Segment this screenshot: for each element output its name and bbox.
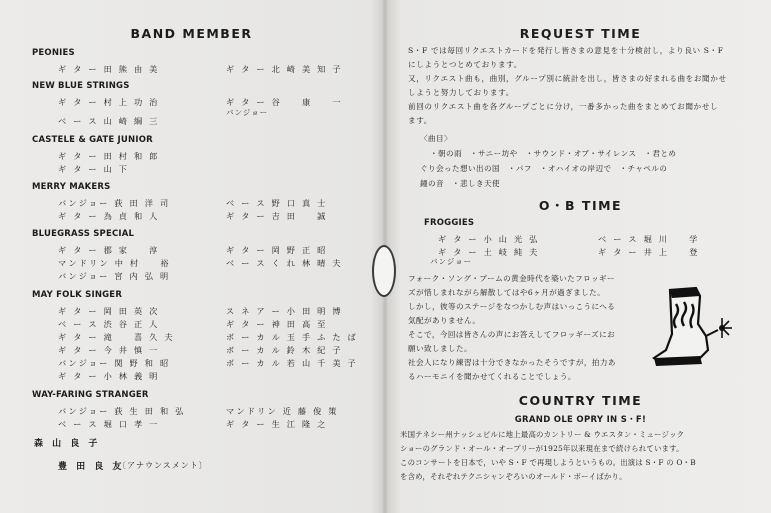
member-row: ギ タ ー 田 村 和 郎 [58,151,160,161]
member-row: ギ タ ー 生 江 隆 之 [226,419,328,429]
left-page [0,0,383,513]
member-row: ベ ー ス く れ 林 晴 夫 [226,258,343,268]
member-row: ギ タ ー 田 熊 由 美 [58,64,160,74]
announcer-name: 豊 田 良 友 [58,462,125,472]
member-row: ギ タ ー 谷 康 一 [226,97,343,107]
member-row: ギ タ ー 山 下 [58,164,130,174]
request-line: ます。 [408,116,432,125]
country-text [400,428,765,484]
member-row: ギ タ ー 吉 田 誠 [226,211,328,221]
solo-performer: 森 山 良 子 [34,439,101,449]
request-line: S・F では毎回リクエストカードを発行し皆さまの意見を十分検討し，より良い S・F [408,46,724,55]
cowboy-boot-icon [648,284,738,370]
request-line: 又，リクエスト曲も，曲別，グループ別に統計を出し，皆さまの好まれる曲をお聞かせ [408,74,727,83]
member-sub-role: バンジョー [430,257,473,266]
band-name-bluegrass-special: BLUEGRASS SPECIAL [32,229,135,239]
member-row: ボ ー カ ル 玉 手 ふ た ば [226,332,358,342]
member-row: ボ ー カ ル 鈴 木 紀 子 [226,345,343,355]
member-row: ギ タ ー 井 上 登 [598,247,700,257]
ob-line: ズが惜しまれながら解散してはや6ヶ月が過ぎました。 [408,288,606,297]
announcer-role: 〔アナウンスメント〕 [118,461,208,470]
member-row: ギ タ ー 為 貞 和 人 [58,211,160,221]
band-name-peonies: PEONIES [32,48,75,58]
member-row: ギ タ ー 神 田 高 至 [226,319,328,329]
request-text [408,44,727,128]
ob-line: そこで，今回は皆さんの声にお答えしてフロッギーズにお [408,330,616,339]
country-subtitle: GRAND OLE OPRY IN S・F! [514,415,647,425]
ob-line: るハーモニイを聞かせてくれることでしょう。 [408,372,576,381]
country-line: ショーのグランド・オール・オープリーが1925年以来現在まで続けられています。 [400,444,684,453]
ob-line: フォーク・ソング・ブームの黄金時代を築いたフロッギー [408,274,615,283]
member-row: ギ タ ー 岡 田 英 次 [58,306,160,316]
song-line: 鐘の音 ・悲しき天使 [420,179,500,188]
member-row: ベ ー ス 野 口 真 士 [226,198,328,208]
member-row: ギ タ ー 土 岐 純 夫 [438,247,540,257]
member-row: ギ タ ー 小 林 義 明 [58,371,160,381]
request-time-title: REQUEST TIME [519,26,642,41]
band-name-merry-makers: MERRY MAKERS [32,182,111,192]
country-time-title: COUNTRY TIME [518,393,643,408]
ob-time-title: O・B TIME [538,198,623,213]
band-name-way-faring-stranger: WAY-FARING STRANGER [32,390,149,400]
member-row: ギ タ ー 村 上 功 治 [58,97,160,107]
songs-label: 〈曲目〉 [420,134,452,143]
member-row: ギ タ ー 今 井 慎 一 [58,345,160,355]
member-row: マンドリン 中 村 裕 [58,258,171,268]
member-row: バンジョー 関 野 和 昭 [58,358,171,368]
country-line: を含め，それぞれテクニシャンぞろいのオールド・ボーイばかり。 [400,472,627,481]
member-row: ベ ー ス 堀 口 孝 一 [58,419,160,429]
member-row: ギ タ ー 小 山 光 弘 [438,234,540,244]
member-row: マンドリン 近 藤 俊 策 [226,406,339,416]
member-row: ギ タ ー 北 崎 美 知 子 [226,64,343,74]
member-sub-role: バンジョー [226,108,269,117]
song-line: ぐり会った想い出の国 ・パフ ・オハイオの岸辺で ・チャペルの [420,164,668,173]
band-name-new-blue-strings: NEW BLUE STRINGS [32,81,130,91]
ob-line: 願い致しました。 [408,344,472,353]
member-row: バンジョー 荻 田 洋 司 [58,198,171,208]
request-line: 前回のリクエスト曲を各グループごとに分け，一番多かった曲をまとめてお聞かせし [408,102,719,111]
ob-text [408,272,648,384]
right-page [390,0,771,513]
country-line: 米国テネシー州ナッシュビルに地上最高のカントリー & ウエスタン・ミュージック [400,430,685,439]
member-row: バンジョー 荻 生 田 和 弘 [58,406,186,416]
ob-line: 社会人になり練習は十分できなかったそうですが，拍力あ [408,358,616,367]
request-line: しようと努力しております。 [408,88,514,97]
band-name-may-folk-singer: MAY FOLK SINGER [32,290,123,300]
member-row: ベ ー ス 山 崎 綱 三 [58,116,160,126]
member-row: ギ タ ー 郡 家 淳 [58,245,160,255]
member-row: ギ タ ー 滝 喜 久 夫 [58,332,175,342]
ob-line: しかし，彼等のステージをなつかしむ声はいっこうにへる [408,302,616,311]
member-row: バンジョー 宮 内 弘 明 [58,271,171,281]
song-list [412,131,752,191]
band-member-title: BAND MEMBER [130,26,253,41]
band-name-froggies: FROGGIES [424,218,475,228]
request-line: にしようとつとめております。 [408,60,522,69]
member-row: ス ネ ア ー 小 田 明 博 [226,306,343,316]
band-name-castele-gate-junior: CASTELE & GATE JUNIOR [32,135,153,145]
member-row: ボ ー カ ル 若 山 千 美 子 [226,358,358,368]
song-line: ・朝の雨 ・サニー坊や ・サウンド・オブ・サイレンス ・君とめ [430,149,677,158]
member-row: ギ タ ー 岡 野 正 昭 [226,245,328,255]
member-row: ベ ー ス 渋 谷 正 人 [58,319,160,329]
ob-line: 気配がありません。 [408,316,481,325]
member-row: ベ ー ス 堀 川 学 [598,234,700,244]
country-line: このコンサートを日本で，いや S・F で再現しようというもの。出演は S・F の O・B [400,458,696,467]
